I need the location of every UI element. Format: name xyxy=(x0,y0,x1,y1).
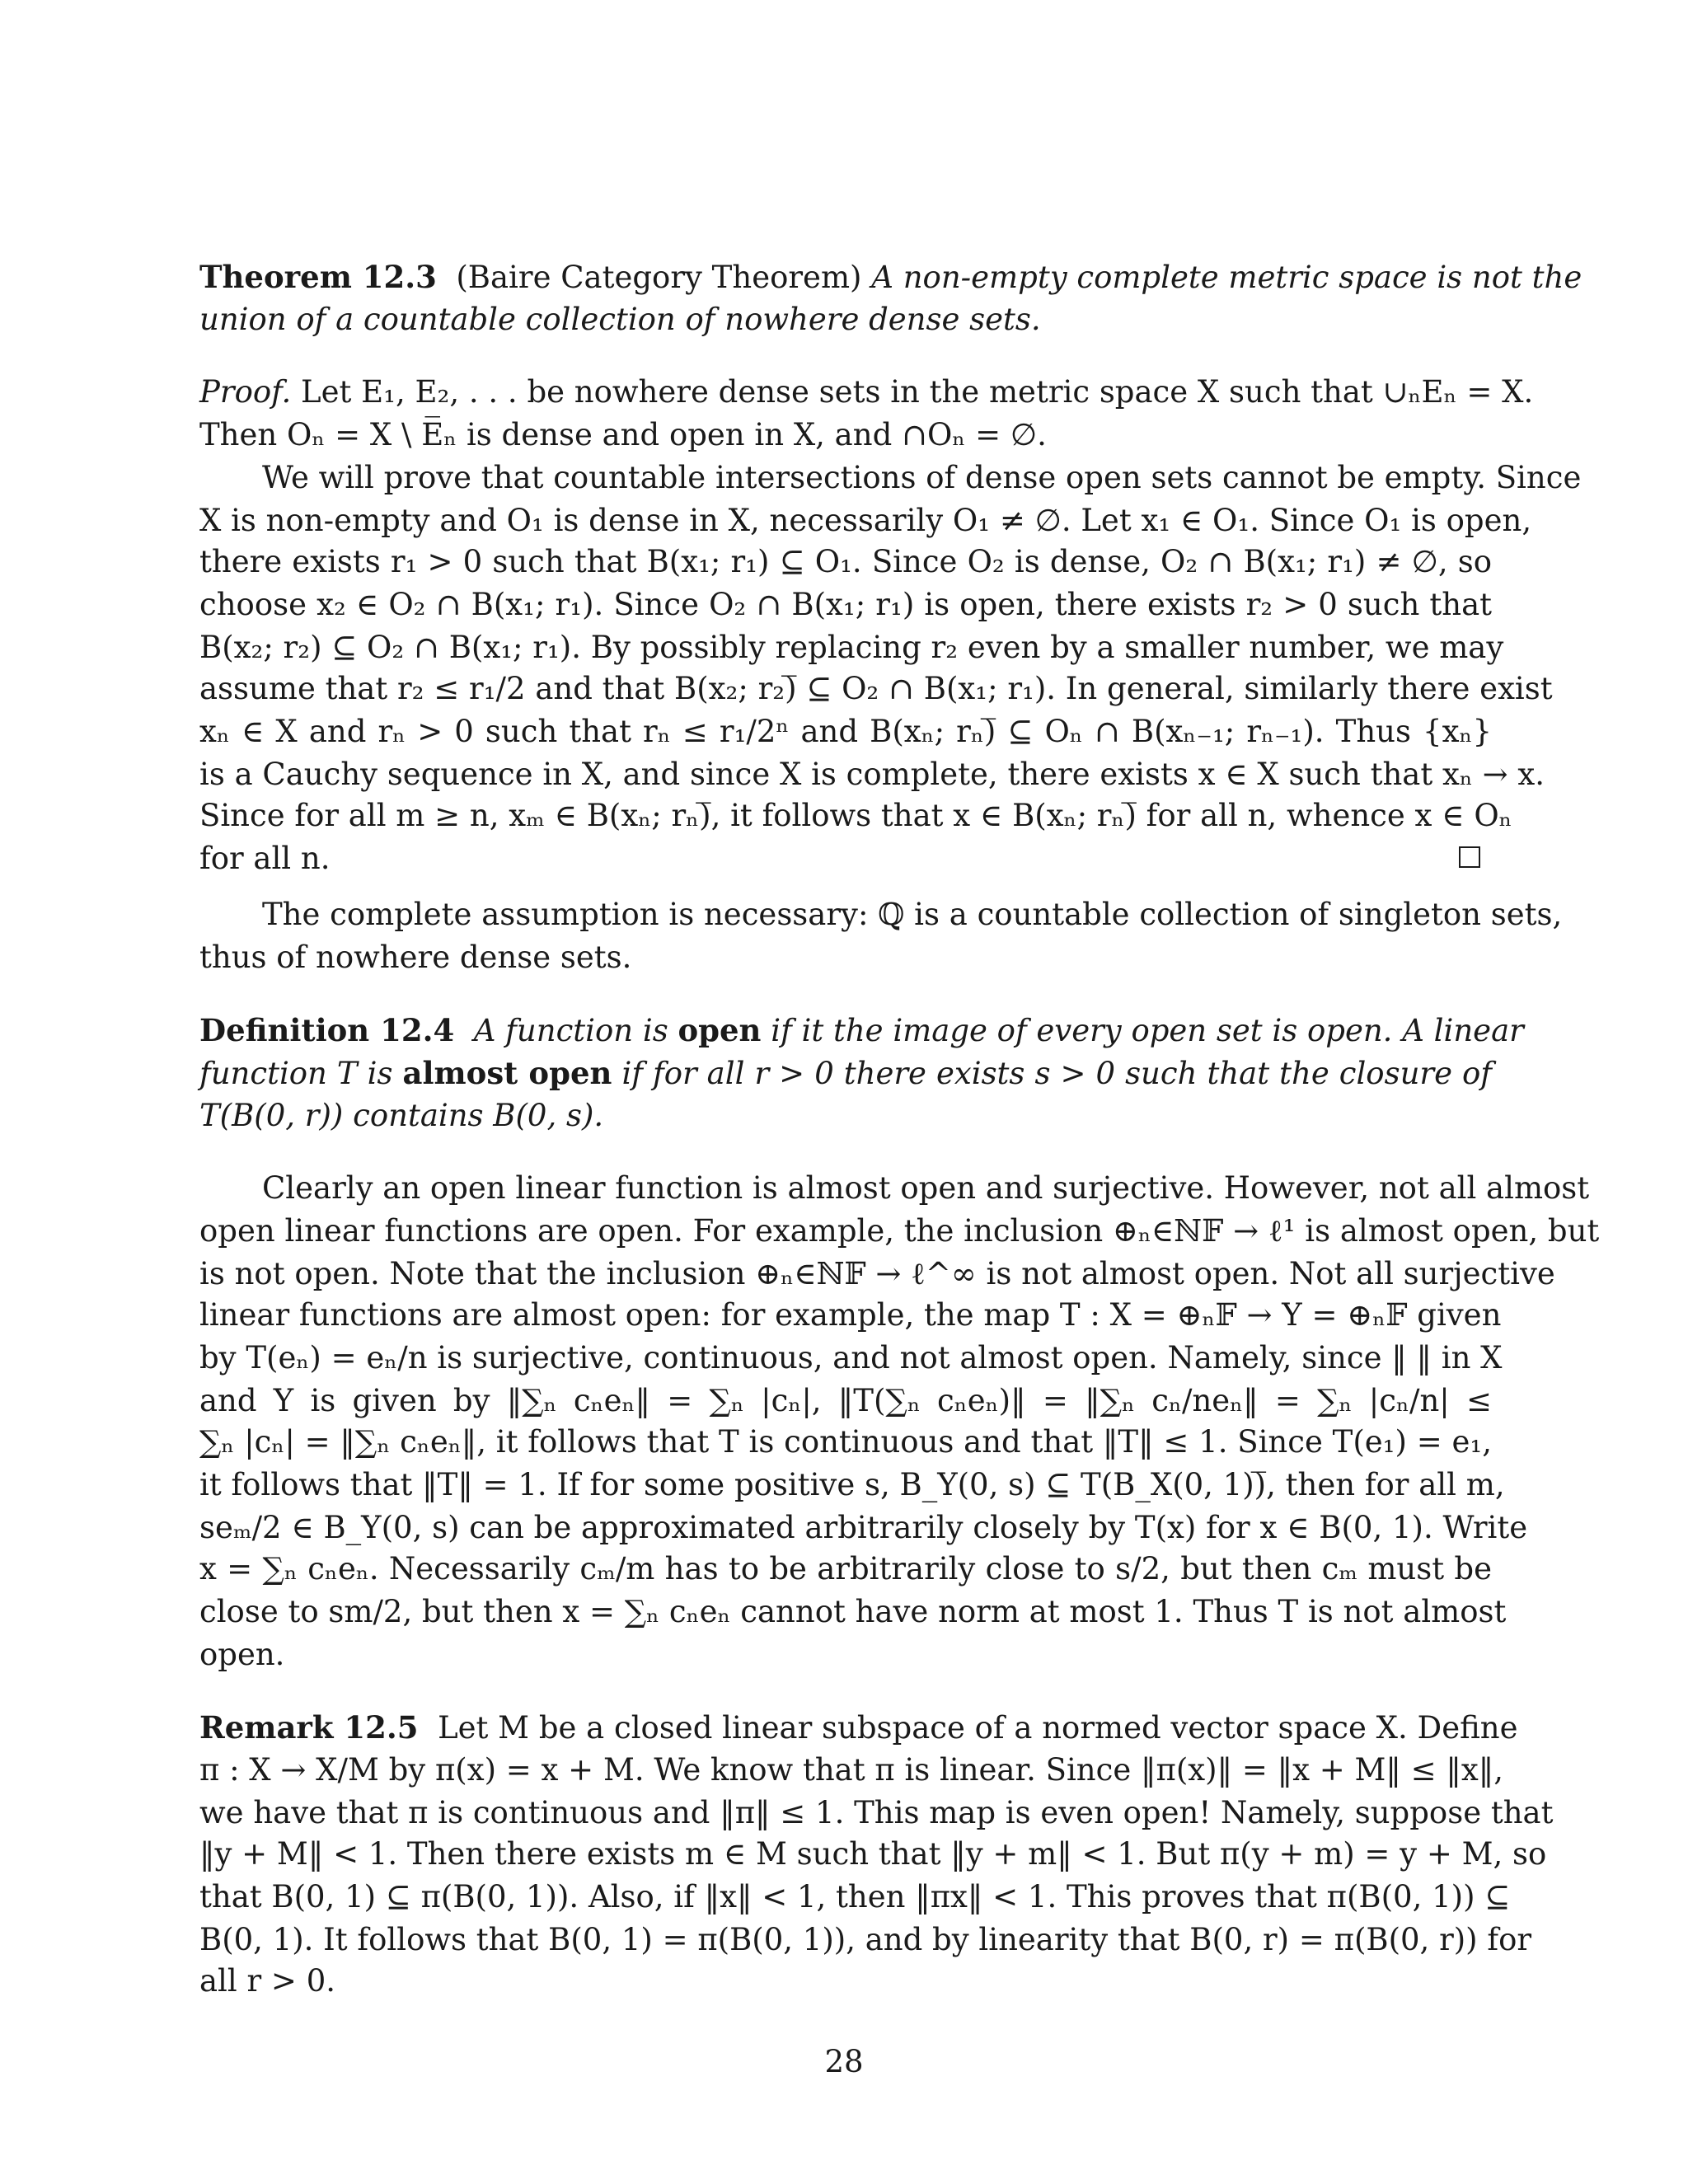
completeness-line-1: The complete assumption is necessary: ℚ is a countable collection of singleton sets, xyxy=(262,897,1563,932)
remark-line-7: all r > 0. xyxy=(199,1963,336,1999)
definition-label: Definition 12.4 xyxy=(199,1012,455,1048)
discussion-line-12: open. xyxy=(199,1637,285,1672)
term-open: open xyxy=(678,1012,762,1048)
discussion-line-8: it follows that ‖T‖ = 1. If for some positive s, B_Y(0, s) ⊆ T(B_X(0, 1))̅, then for all m, xyxy=(199,1467,1505,1502)
definition-line-3: T(B(0, r)) contains B(0, s). xyxy=(199,1098,604,1133)
discussion-line-10: x = ∑ₙ cₙeₙ. Necessarily cₘ/m has to be arbitrarily close to s/2, but then cₘ must be xyxy=(199,1551,1492,1586)
discussion-line-9: seₘ/2 ∈ B_Y(0, s) can be approximated arbitrarily closely by T(x) for x ∈ B(0, 1). Write xyxy=(199,1510,1528,1545)
discussion-line-7: ∑ₙ |cₙ| = ‖∑ₙ cₙeₙ‖, it follows that T is continuous and that ‖T‖ ≤ 1. Since T(e₁) = e₁, xyxy=(199,1424,1492,1460)
definition-line-1: Definition 12.4 A function is open if it the image of every open set is open. A linear xyxy=(199,1012,1524,1048)
discussion-line-6: and Y is given by ‖∑ₙ cₙeₙ‖ = ∑ₙ |cₙ|, ‖T(∑ₙ cₙeₙ)‖ = ‖∑ₙ cₙ/neₙ‖ = ∑ₙ |cₙ/n| ≤ xyxy=(199,1383,1492,1418)
definition-line-2: function T is almost open if for all r > 0 there exists s > 0 such that the closure of xyxy=(199,1055,1492,1091)
discussion-line-3: is not open. Note that the inclusion ⊕ₙ∈ℕ𝔽 → ℓ^∞ is not almost open. Not all surjective xyxy=(199,1256,1555,1291)
proof-line-5: there exists r₁ > 0 such that B(x₁; r₁) ⊆ O₁. Since O₂ is dense, O₂ ∩ B(x₁; r₁) ≠ ∅, so xyxy=(199,544,1492,579)
remark-line-6: B(0, 1). It follows that B(0, 1) = π(B(0, 1)), and by linearity that B(0, r) = π(B(0, r)) for xyxy=(199,1922,1532,1957)
proof-label: Proof. xyxy=(199,374,292,410)
proof-line-2: Then Oₙ = X \ E̅ₙ is dense and open in X, and ∩Oₙ = ∅. xyxy=(199,417,1047,452)
discussion-line-2: open linear functions are open. For example, the inclusion ⊕ₙ∈ℕ𝔽 → ℓ¹ is almost open, but xyxy=(199,1213,1600,1249)
qed-square-icon xyxy=(1459,846,1480,868)
proof-line-4: X is non-empty and O₁ is dense in X, necessarily O₁ ≠ ∅. Let x₁ ∈ O₁. Since O₁ is open, xyxy=(199,503,1532,538)
proof-line-12: for all n. xyxy=(199,841,331,876)
discussion-line-1: Clearly an open linear function is almost open and surjective. However, not all almost xyxy=(262,1170,1590,1206)
discussion-line-4: linear functions are almost open: for example, the map T : X = ⊕ₙ𝔽 → Y = ⊕ₙ𝔽 given xyxy=(199,1297,1502,1333)
proof-line-1: Proof. Let E₁, E₂, . . . be nowhere dense sets in the metric space X such that ∪ₙEₙ = X. xyxy=(199,374,1534,410)
proof-line-10: is a Cauchy sequence in X, and since X is complete, there exists x ∈ X such that xₙ → x. xyxy=(199,757,1545,792)
proof-line-9: xₙ ∈ X and rₙ > 0 such that rₙ ≤ r₁/2ⁿ and B(xₙ; rₙ)̅ ⊆ Oₙ ∩ B(xₙ₋₁; rₙ₋₁). Thus {xₙ} xyxy=(199,714,1492,749)
discussion-line-11: close to sm/2, but then x = ∑ₙ cₙeₙ cannot have norm at most 1. Thus T is not almost xyxy=(199,1594,1507,1629)
page-number: 28 xyxy=(824,2044,864,2079)
completeness-line-2: thus of nowhere dense sets. xyxy=(199,940,632,975)
theorem-label: Theorem 12.3 xyxy=(199,259,437,295)
proof-line-7: B(x₂; r₂) ⊆ O₂ ∩ B(x₁; r₁). By possibly replacing r₂ even by a smaller number, we may xyxy=(199,630,1504,665)
remark-line-3: we have that π is continuous and ‖π‖ ≤ 1. This map is even open! Namely, suppose that xyxy=(199,1795,1554,1830)
theorem-statement-1: A non-empty complete metric space is not the xyxy=(871,260,1582,295)
theorem-statement-2: union of a countable collection of nowhere dense sets. xyxy=(199,302,1041,337)
theorem-line-1 xyxy=(199,255,1582,299)
theorem-name: (Baire Category Theorem) xyxy=(456,260,862,295)
proof-line-11: Since for all m ≥ n, xₘ ∈ B(xₙ; rₙ)̅, it follows that x ∈ B(xₙ; rₙ)̅ for all n, whence x ∈ Oₙ xyxy=(199,798,1512,833)
proof-line-8: assume that r₂ ≤ r₁/2 and that B(x₂; r₂)̅ ⊆ O₂ ∩ B(x₁; r₁). In general, similarly there exist xyxy=(199,671,1553,706)
term-almost-open: almost open xyxy=(402,1055,612,1091)
remark-label: Remark 12.5 xyxy=(199,1709,419,1746)
discussion-line-5: by T(eₙ) = eₙ/n is surjective, continuous, and not almost open. Namely, since ‖ ‖ in X xyxy=(199,1340,1503,1376)
proof-line-6: choose x₂ ∈ O₂ ∩ B(x₁; r₁). Since O₂ ∩ B(x₁; r₁) is open, there exists r₂ > 0 such that xyxy=(199,587,1492,622)
remark-line-2: π : X → X/M by π(x) = x + M. We know that π is linear. Since ‖π(x)‖ = ‖x + M‖ ≤ ‖x‖, xyxy=(199,1752,1504,1788)
remark-line-5: that B(0, 1) ⊆ π(B(0, 1)). Also, if ‖x‖ < 1, then ‖πx‖ < 1. This proves that π(B(0, 1)) ⊆ xyxy=(199,1879,1511,1915)
remark-line-1: Remark 12.5 Let M be a closed linear subspace of a normed vector space X. Define xyxy=(199,1709,1518,1746)
proof-line-3: We will prove that countable intersections of dense open sets cannot be empty. Since xyxy=(262,460,1582,495)
remark-line-4: ‖y + M‖ < 1. Then there exists m ∈ M such that ‖y + m‖ < 1. But π(y + m) = y + M, so xyxy=(199,1836,1547,1872)
